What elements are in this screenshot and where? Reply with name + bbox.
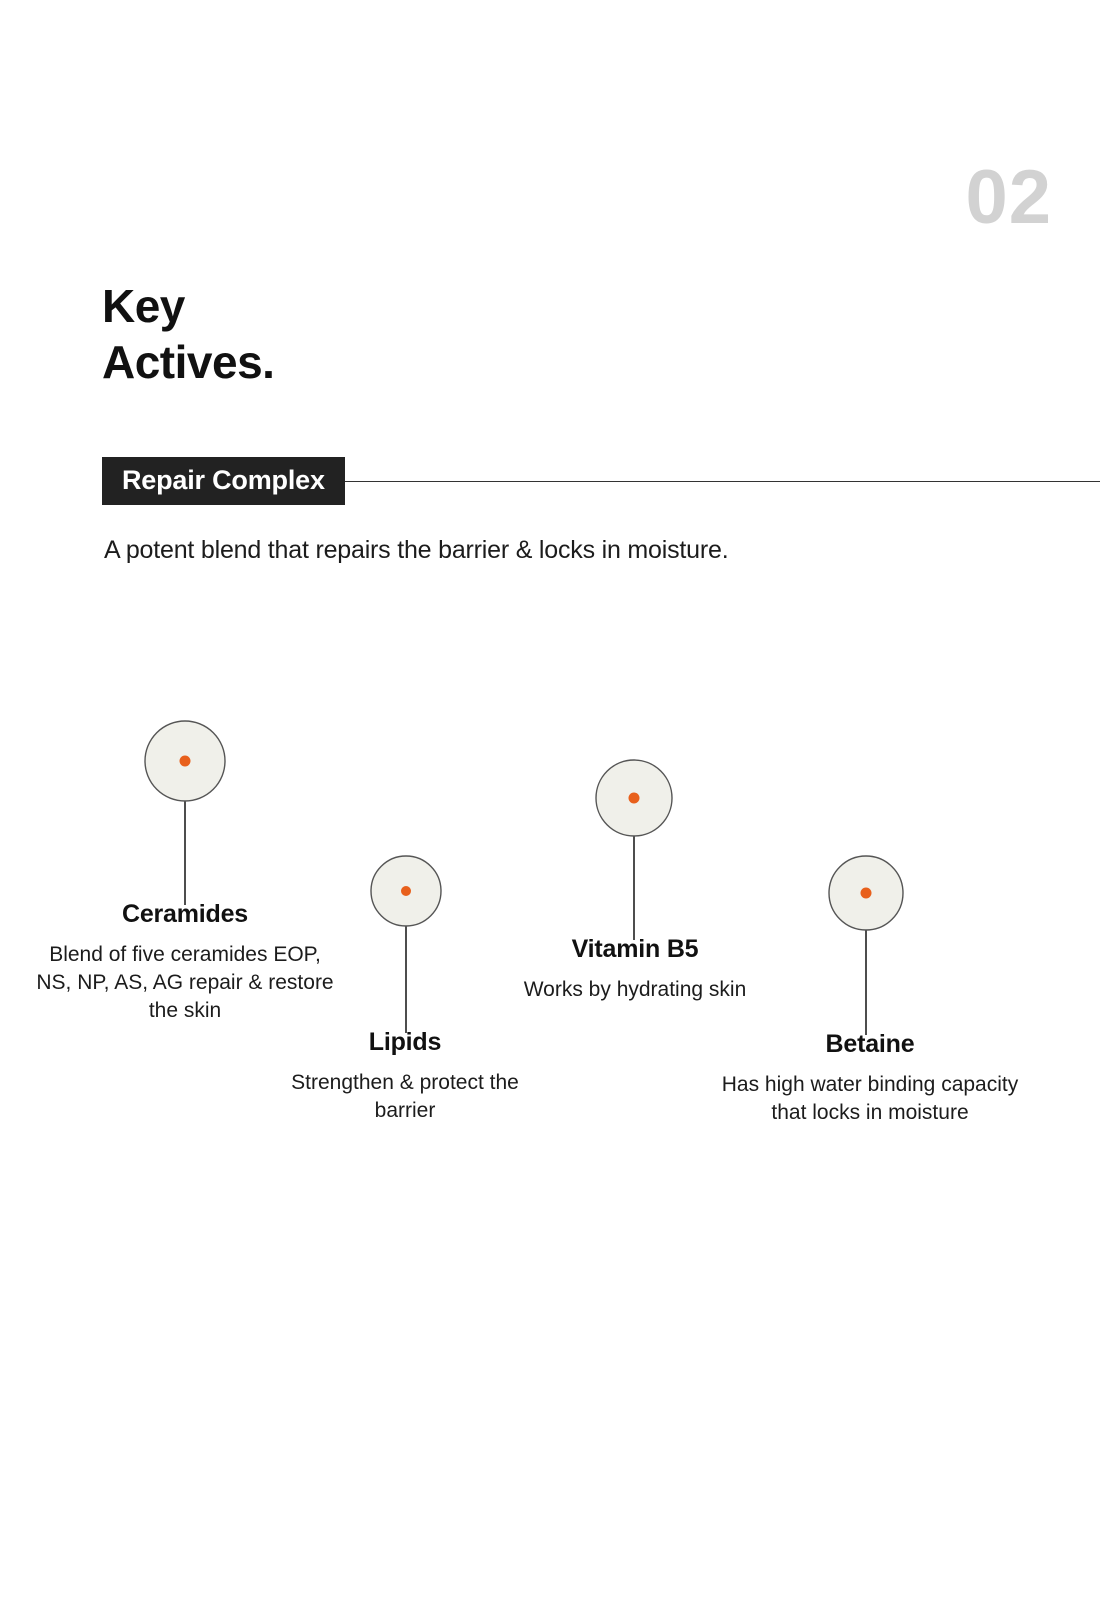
key-actives-diagram xyxy=(0,690,1100,1230)
section-header xyxy=(102,455,1100,507)
page-number: 02 xyxy=(965,155,1052,240)
node-description: Works by hydrating skin xyxy=(523,978,747,1001)
diagram-node-ceramides xyxy=(30,900,340,1025)
page-title-line-2: Actives. xyxy=(102,336,275,389)
node-description: Strengthen & protect the barrier xyxy=(291,1071,519,1122)
node-label: Betaine xyxy=(825,1030,915,1058)
diagram-node-lipids xyxy=(275,1028,535,1125)
page-title xyxy=(102,278,274,390)
node-label: Vitamin B5 xyxy=(571,935,699,963)
page-title-line-1: Key xyxy=(102,280,185,332)
section-tag-label: Repair Complex xyxy=(102,457,345,505)
diagram-node-vitamin-b5 xyxy=(505,935,765,1004)
section-divider-line xyxy=(345,481,1100,482)
node-description: Has high water binding capacity that locks in moisture xyxy=(721,1073,1019,1124)
node-label: Ceramides xyxy=(121,900,249,928)
diagram-node-betaine xyxy=(720,1030,1020,1127)
node-label: Lipids xyxy=(368,1028,442,1056)
node-description: Blend of five ceramides EOP, NS, NP, AS, AG repair & restore the skin xyxy=(36,943,334,1022)
section-subtitle: A potent blend that repairs the barrier & locks in moisture. xyxy=(104,536,729,564)
